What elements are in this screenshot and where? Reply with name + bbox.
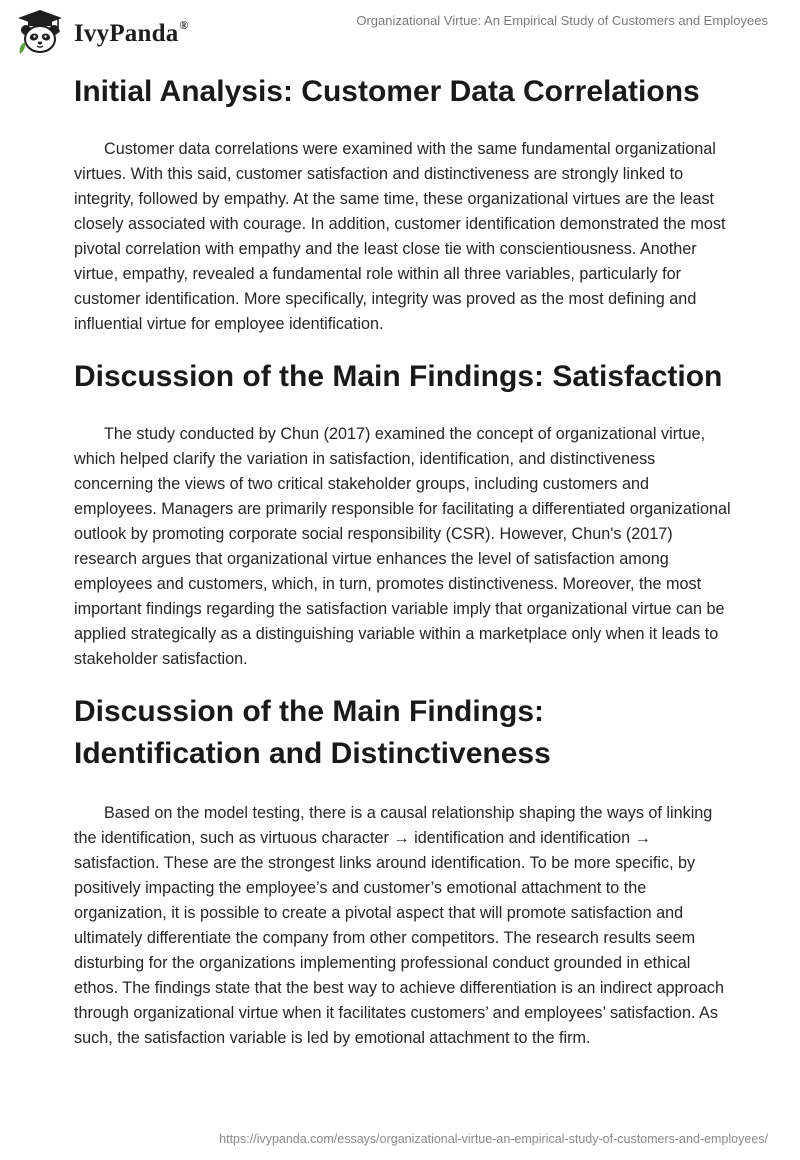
article-body xyxy=(74,70,734,1051)
registered-mark: ® xyxy=(179,18,189,32)
section-heading-identification: Discussion of the Main Findings: Identification and Distinctiveness xyxy=(74,695,551,770)
document-title: Organizational Virtue: An Empirical Study of Customers and Employees xyxy=(356,13,768,28)
section-heading-initial-analysis: Initial Analysis: Customer Data Correlations xyxy=(74,75,700,108)
section-paragraph-identification: Based on the model testing, there is a causal relationship shaping the ways of linking the identification, such as virtuous character → identification and identification → satisfaction. These are the strongest links around identification. To be more specific, by positively impacting the employee’s and customer’s emotional attachment to the organization, it is possible to create a pivotal aspect that will promote satisfaction and ultimately differentiate the company from other competitors. The research results seem disturbing for the organizations implementing professional conduct grounded in ethical ethos. The findings state that the best way to achieve differentiation is an indirect approach through organizational virtue when it facilitates customers’ and employees’ satisfaction. As such, the satisfaction variable is led by emotional attachment to the firm. xyxy=(74,804,725,1047)
section-paragraph-satisfaction: The study conducted by Chun (2017) examined the concept of organizational virtue, which helped clarify the variation in satisfaction, identification, and distinctiveness concerning the views of two critical stakeholder groups, including customers and employees. Managers are primarily responsible for facilitating a differentiated organizational outlook by promoting corporate social responsibility (CSR). However, Chun's (2017) research argues that organizational virtue enhances the level of satisfaction among employees and customers, which, in turn, promotes distinctiveness. Moreover, the most important findings regarding the satisfaction variable imply that organizational virtue can be applied strategically as a distinguishing variable within a marketplace only when it leads to stakeholder satisfaction. xyxy=(74,425,731,668)
ivypanda-logo[interactable] xyxy=(14,8,189,56)
page-header xyxy=(0,0,800,70)
section-paragraph-initial-analysis: Customer data correlations were examined with the same fundamental organizational virtues. With this said, customer satisfaction and distinctiveness are strongly linked to integrity, followed by empathy. At the same time, these organizational virtues are the least closely associated with courage. In addition, customer identification demonstrated the most pivotal correlation with empathy and the least close tie with conscientiousness. Another virtue, empathy, revealed a fundamental role within all three variables, particularly for customer identification. More specifically, integrity was proved as the most defining and influential virtue for employee identification. xyxy=(74,140,726,333)
source-url-link[interactable]: https://ivypanda.com/essays/organizational-virtue-an-empirical-study-of-customers-and-employees/ xyxy=(219,1132,768,1146)
brand-name: IvyPanda® xyxy=(74,18,189,47)
panda-graduate-icon xyxy=(14,8,66,56)
section-heading-satisfaction: Discussion of the Main Findings: Satisfaction xyxy=(74,360,723,393)
